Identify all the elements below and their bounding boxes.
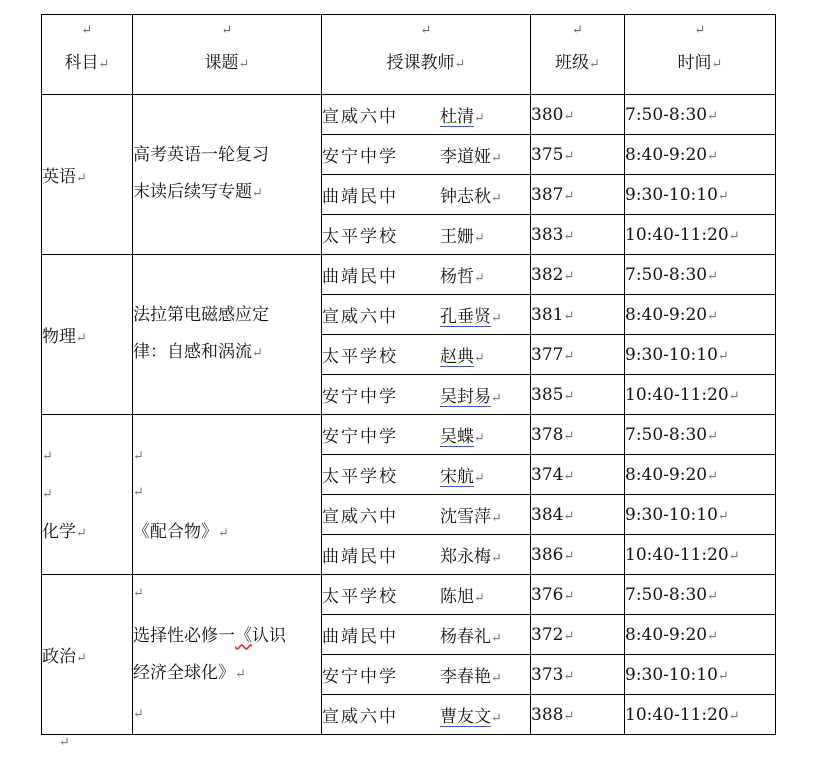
time-cell: 7:50-8:30↵ [625,575,776,615]
topic-cell: 法拉第电磁感应定 律：自感和涡流↵ [133,255,322,415]
class-cell: 383↵ [531,215,625,255]
time-cell: 8:40-9:20↵ [625,455,776,495]
class-cell: 386↵ [531,535,625,575]
header-time: ↵ 时间↵ [625,15,776,95]
teacher-cell: 太平学校 赵典↵ [322,335,531,375]
teacher-cell: 安宁中学 李春艳↵ [322,655,531,695]
subject-cell: 英语↵ [42,95,133,255]
table-row [42,575,776,615]
paragraph-mark-icon: ↵ [420,23,432,38]
header-class: ↵ 班级↵ [531,15,625,95]
paragraph-mark-icon: ↵ [81,23,93,38]
time-cell: 7:50-8:30↵ [625,415,776,455]
time-cell: 10:40-11:20↵ [625,375,776,415]
paragraph-mark-icon: ↵ [133,449,144,464]
table-row [42,95,776,135]
class-cell: 380↵ [531,95,625,135]
header-row [42,15,776,95]
paragraph-mark-icon: ↵ [133,586,144,601]
teacher-cell: 曲靖民中 郑永梅↵ [322,535,531,575]
teacher-cell: 太平学校 陈旭↵ [322,575,531,615]
time-cell: 10:40-11:20↵ [625,695,776,735]
teacher-cell: 宣威六中 杜清↵ [322,95,531,135]
header-topic: ↵ 课题↵ [133,15,322,95]
time-cell: 9:30-10:10↵ [625,175,776,215]
teacher-cell: 曲靖民中 钟志秋↵ [322,175,531,215]
table-row [42,415,776,455]
time-cell: 10:40-11:20↵ [625,215,776,255]
class-cell: 373↵ [531,655,625,695]
paragraph-mark-icon: ↵ [694,23,706,38]
header-subject: ↵ 科目↵ [42,15,133,95]
schedule-table [41,14,776,735]
teacher-cell: 安宁中学 吴蝶↵ [322,415,531,455]
time-cell: 10:40-11:20↵ [625,535,776,575]
paragraph-mark-icon: ↵ [133,485,144,500]
class-cell: 378↵ [531,415,625,455]
class-cell: 385↵ [531,375,625,415]
class-cell: 374↵ [531,455,625,495]
paragraph-mark-icon: ↵ [59,735,70,750]
time-cell: 9:30-10:10↵ [625,335,776,375]
subject-cell: ↵ ↵ 化学↵ [42,415,133,575]
subject-cell: 物理↵ [42,255,133,415]
class-cell: 372↵ [531,615,625,655]
class-cell: 375↵ [531,135,625,175]
class-cell: 387↵ [531,175,625,215]
teacher-cell: 宣威六中 孔垂贤↵ [322,295,531,335]
class-cell: 376↵ [531,575,625,615]
paragraph-mark-icon: ↵ [221,23,233,38]
teacher-cell: 宣威六中 曹友文↵ [322,695,531,735]
time-cell: 8:40-9:20↵ [625,295,776,335]
time-cell: 8:40-9:20↵ [625,135,776,175]
class-cell: 381↵ [531,295,625,335]
class-cell: 388↵ [531,695,625,735]
time-cell: 9:30-10:10↵ [625,495,776,535]
time-cell: 7:50-8:30↵ [625,95,776,135]
time-cell: 8:40-9:20↵ [625,615,776,655]
teacher-cell: 曲靖民中 杨春礼↵ [322,615,531,655]
time-cell: 7:50-8:30↵ [625,255,776,295]
teacher-cell: 太平学校 王姗↵ [322,215,531,255]
time-cell: 9:30-10:10↵ [625,655,776,695]
teacher-cell: 太平学校 宋航↵ [322,455,531,495]
table-row [42,255,776,295]
topic-cell: 高考英语一轮复习 末读后续写专题↵ [133,95,322,255]
paragraph-mark-icon: ↵ [572,23,583,38]
teacher-cell: 曲靖民中 杨哲↵ [322,255,531,295]
paragraph-mark-icon: ↵ [42,487,53,502]
class-cell: 377↵ [531,335,625,375]
header-teacher: ↵ 授课教师↵ [322,15,531,95]
teacher-cell: 安宁中学 李道娅↵ [322,135,531,175]
paragraph-mark-icon: ↵ [42,449,53,464]
teacher-cell: 安宁中学 吴封易↵ [322,375,531,415]
class-cell: 382↵ [531,255,625,295]
teacher-cell: 宣威六中 沈雪萍↵ [322,495,531,535]
topic-cell: ↵ 选择性必修一《认识 经济全球化》↵ ↵ [133,575,322,735]
class-cell: 384↵ [531,495,625,535]
paragraph-mark-icon: ↵ [133,707,144,722]
subject-cell: 政治↵ [42,575,133,735]
topic-cell: ↵ ↵ 《配合物》↵ [133,415,322,575]
